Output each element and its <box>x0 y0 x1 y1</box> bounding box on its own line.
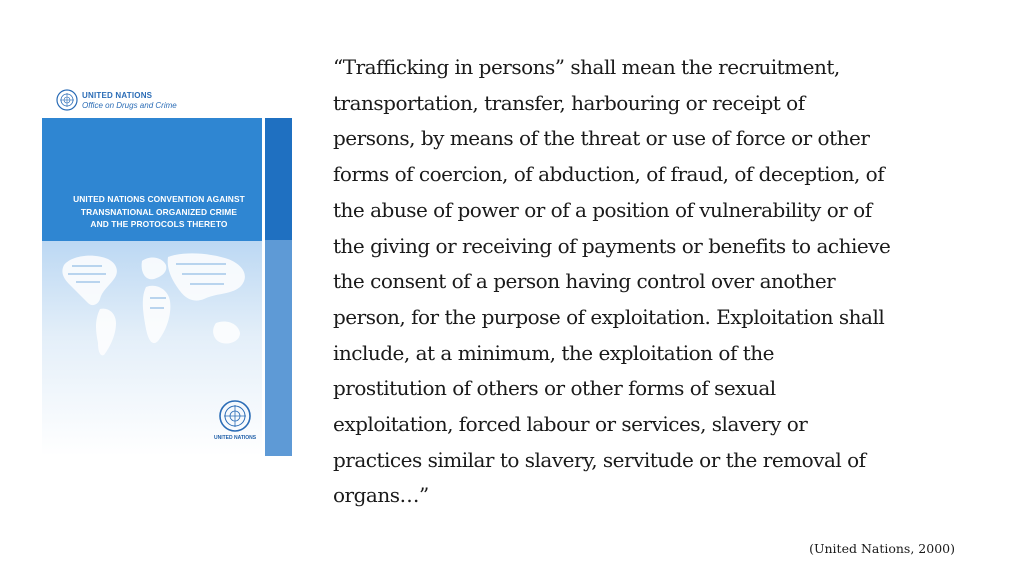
cover-title-line: TRANSNATIONAL ORGANIZED CRIME <box>80 206 238 217</box>
quote-line: persons, by means of the threat or use of force or other <box>333 126 870 151</box>
un-emblem-icon <box>218 399 252 433</box>
quote-line: the consent of a person having control over another <box>333 269 836 294</box>
quote-line: organs…” <box>333 483 429 508</box>
quote-line: prostitution of others or other forms of sexual <box>333 376 776 401</box>
quote-line: exploitation, forced labour or services, slavery or <box>333 412 808 437</box>
book-cover <box>42 81 292 456</box>
cover-org-subtitle: Office on Drugs and Crime <box>82 101 177 110</box>
world-map-icon <box>50 243 258 363</box>
quote-line: the abuse of power or of a position of vulnerability or of <box>333 197 872 222</box>
cover-org-name: UNITED NATIONS <box>82 91 153 100</box>
quote-line: transportation, transfer, harbouring or receipt of <box>333 90 805 115</box>
cover-header <box>42 81 292 118</box>
quote-line: person, for the purpose of exploitation. Exploitation shall <box>333 304 885 329</box>
quote-line: practices similar to slavery, servitude or the removal of <box>333 447 866 472</box>
un-emblem-icon <box>56 89 78 111</box>
cover-publisher-label: UNITED NATIONS <box>214 435 257 441</box>
cover-title-line: UNITED NATIONS CONVENTION AGAINST <box>73 194 245 204</box>
quote-text <box>333 50 973 514</box>
cover-title-line: AND THE PROTOCOLS THERETO <box>90 219 228 229</box>
quote-line: include, at a minimum, the exploitation of the <box>333 340 774 365</box>
citation: (United Nations, 2000) <box>809 541 955 556</box>
quote-line: “Trafficking in persons” shall mean the recruitment, <box>333 55 840 79</box>
cover-side-strip-top <box>265 118 292 240</box>
quote-line: the giving or receiving of payments or benefits to achieve <box>333 233 891 258</box>
cover-title <box>56 193 262 231</box>
quote-line: forms of coercion, of abduction, of fraud, of deception, of <box>333 162 885 187</box>
